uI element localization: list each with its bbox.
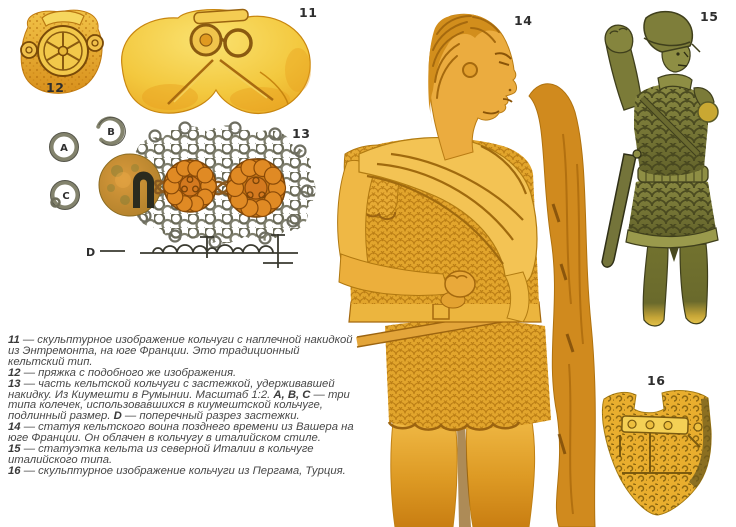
caption-13: 13 — часть кельтской кольчуги с застежкой, удерживавшей накидку. Из Киумешти в Румынии. Масштаб 1:2. A, B, C — три типа колечек, использовавшихся в киумештской кольчуге, подлинный размер. D — поперечный разрез застежки.: [8, 377, 350, 423]
svg-text:A: A: [60, 143, 68, 154]
statue-head: [428, 14, 516, 160]
rivet-bar: [622, 416, 689, 434]
broken-arm-stub: [698, 102, 718, 122]
rosette: [227, 159, 286, 217]
caption-block: [8, 335, 356, 477]
figure-16-mail-fragment-illustration: [592, 385, 724, 523]
caption-16: 16 — скульптурное изображение кольчуги из Пергама, Турция.: [8, 464, 346, 477]
ring-type-b: [98, 117, 125, 145]
figure-11-cape-illustration: [110, 2, 320, 122]
figure-15-label: 15: [700, 9, 719, 24]
statuette-head: [644, 12, 700, 72]
caption-15: 15 — статуэтка кельта из северной Италии в кольчуге италийского типа.: [8, 443, 314, 466]
svg-text:C: C: [62, 191, 70, 202]
sword-sheath: [602, 154, 636, 267]
figure-15-statuette-illustration: [596, 8, 736, 333]
figure-11-label: 11: [299, 5, 318, 20]
caption-14: 14 — статуя кельтского воина позднего времени из Вашера на юге Франции. Он облачен в кольчугу в италийском стиле.: [8, 421, 354, 445]
clasp-disc: [99, 154, 161, 216]
rosette: [164, 160, 217, 212]
caption-11: 11 — скульптурное изображение кольчуги с наплечной накидкой из Энтремонта, на юге Франции. Это традиционный кельтский тип.: [8, 334, 353, 368]
section-d-label: D: [86, 246, 96, 259]
figure-14-statue-illustration: [333, 4, 599, 527]
figure-12-label: 12: [46, 80, 65, 95]
figure-13-label: 13: [292, 126, 311, 141]
ring-type-a: [50, 133, 79, 162]
mail-skirt: [626, 178, 718, 248]
caption-12: 12 — пряжка с подобного же изображения.: [8, 366, 237, 379]
svg-text:B: B: [107, 127, 115, 138]
ring-type-c: [51, 181, 80, 210]
figure-13-mail-clasp-illustration: [35, 116, 320, 284]
mail-skirt: [357, 306, 551, 430]
figure-14-label: 14: [514, 13, 533, 28]
figure-16-label: 16: [647, 373, 666, 388]
